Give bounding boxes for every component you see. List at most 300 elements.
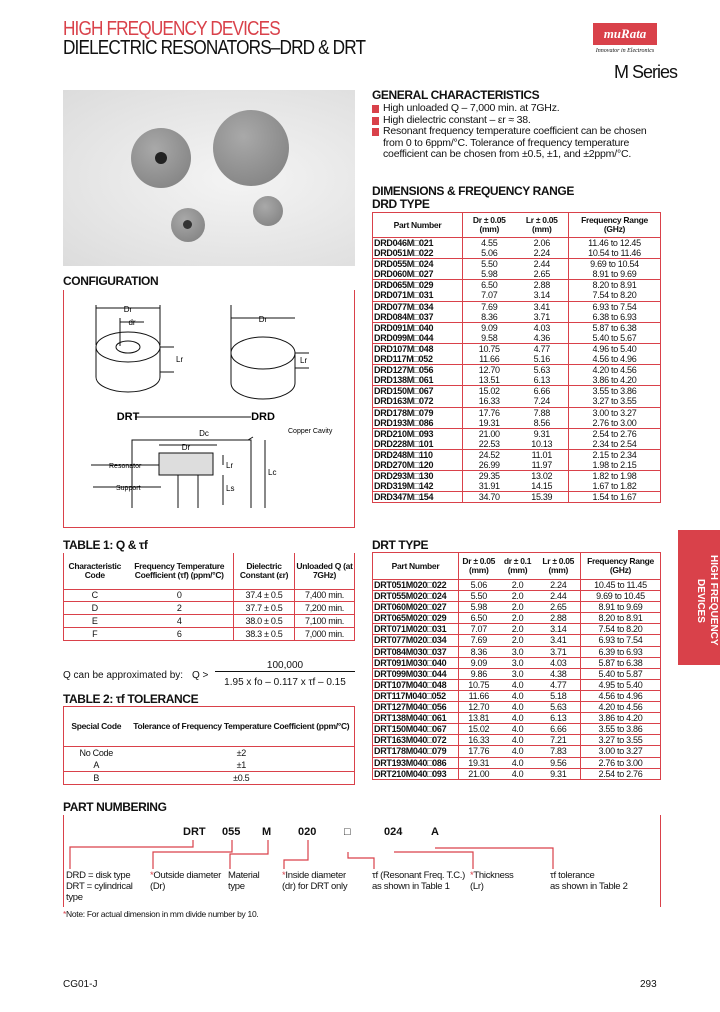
dims-heading: DIMENSIONS & FREQUENCY RANGE — [372, 184, 574, 198]
table-cell: 3.27 to 3.55 — [581, 735, 661, 746]
table-cell: 4.96 to 5.40 — [569, 343, 661, 354]
table-cell: 15.02 — [459, 724, 499, 735]
table-cell: 6.38 to 6.93 — [569, 312, 661, 323]
header-row — [64, 707, 355, 747]
dr-inner-label: dr — [128, 318, 136, 327]
drd-table — [372, 212, 661, 503]
table-cell: DRD051M□022 — [374, 248, 434, 259]
table-cell: 5.98 — [459, 602, 499, 613]
table-cell: 5.06 — [459, 580, 499, 591]
table-cell: DRD065M□029 — [373, 280, 463, 291]
dr-label: Dr — [123, 305, 133, 314]
table-row — [373, 407, 661, 418]
table-cell: DRD055M□024 — [373, 259, 463, 270]
table-row — [373, 386, 661, 397]
table-cell: DRD099M□044 — [374, 332, 434, 343]
general-item: Resonant frequency temperature coefficient can be chosen from 0 to 6ppm/°C. Tolerance of frequency temperature coefficient can be chosen from ±0.5, ±1, and ±2ppm/°C. — [372, 126, 662, 161]
table-cell: 4.95 to 5.40 — [581, 679, 661, 690]
table-cell: 13.51 — [463, 375, 516, 386]
table-cell: A — [93, 759, 100, 770]
table-cell: 2.0 — [499, 591, 537, 602]
table-cell: 3.14 — [533, 290, 550, 301]
general-item: High unloaded Q – 7,000 min. at 7GHz. — [372, 103, 662, 115]
table-cell: 5.87 to 6.38 — [581, 657, 661, 668]
table-cell: 7,200 min. — [295, 602, 355, 615]
table-cell: 2.54 to 2.76 — [581, 768, 661, 779]
table-row — [373, 290, 661, 301]
table-row — [373, 481, 661, 492]
murata-logo: muRata — [593, 23, 657, 45]
table-cell: 8.20 to 8.91 — [569, 280, 661, 291]
table-cell: 6.93 to 7.54 — [569, 301, 661, 312]
table-cell: 15.39 — [516, 492, 569, 503]
table-cell: 5.63 — [516, 365, 569, 376]
table-row — [373, 735, 661, 746]
table-cell: DRT071M020□031 — [373, 624, 459, 635]
drt-label: DRT — [116, 411, 140, 423]
table-cell: 8.56 — [533, 417, 550, 428]
table-row — [373, 259, 661, 270]
table-cell: DRT178M040□079 — [373, 746, 459, 757]
lr-label: Lr — [300, 356, 308, 365]
column-header: Frequency Temperature Coefficient (τf) (ppm/°C) — [134, 560, 225, 580]
table-cell: 2.88 — [516, 280, 569, 291]
part-code-segment: A — [431, 826, 439, 838]
table-cell: 5.18 — [537, 690, 581, 701]
table-cell: 2.88 — [537, 613, 581, 624]
table-row — [373, 702, 661, 713]
table-row — [373, 280, 661, 291]
general-heading: GENERAL CHARACTERISTICS — [372, 88, 540, 102]
column-header: Lr ± 0.05 (mm) — [542, 556, 575, 575]
asterisk-icon: * — [282, 870, 286, 881]
table-cell: 5.06 — [463, 248, 516, 259]
table-cell: 29.35 — [463, 471, 516, 482]
drd-heading: DRD TYPE — [372, 197, 430, 211]
drd-label: DRD — [251, 411, 275, 423]
table-cell: 11.01 — [516, 449, 569, 460]
table-cell: 4.56 to 4.96 — [569, 354, 661, 365]
table-cell: DRD293M□130 — [373, 471, 463, 482]
table-cell: 3.14 — [537, 624, 581, 635]
table-cell: 3.27 to 3.55 — [569, 396, 661, 407]
table-row — [64, 747, 355, 760]
table-cell: 34.70 — [463, 492, 516, 503]
column-header: Dielectric Constant (εr) — [234, 553, 295, 589]
table-cell: 2 — [126, 602, 234, 615]
table-cell: DRD127M□056 — [373, 365, 463, 376]
asterisk-icon: * — [150, 870, 154, 881]
table-cell: DRT210M040□093 — [373, 768, 459, 779]
table-row — [373, 418, 661, 429]
table-cell: 11.66 — [459, 690, 499, 701]
table-cell: 9.69 to 10.54 — [569, 259, 661, 270]
table-cell: 4.36 — [533, 332, 550, 343]
table-cell: 6.66 — [516, 386, 569, 397]
table-cell: 11.66 — [463, 354, 516, 365]
table-cell: DRT150M040□067 — [373, 724, 459, 735]
table-row — [373, 646, 661, 657]
table-cell: 16.33 — [459, 735, 499, 746]
table-cell: 11.46 to 12.45 — [569, 238, 661, 249]
table-cell: 4.0 — [499, 757, 537, 768]
table-cell: No Code — [64, 747, 129, 760]
table-cell: DRD193M□086 — [374, 417, 434, 428]
table-row — [64, 589, 355, 602]
table-cell: DRT055M020□024 — [373, 591, 459, 602]
table-cell: 4.0 — [499, 735, 537, 746]
table-cell: 31.91 — [463, 481, 516, 492]
table-cell: DRD071M□031 — [374, 290, 434, 301]
table-cell: 21.00 — [463, 428, 516, 439]
table1-heading: TABLE 1: Q & τf — [63, 538, 148, 552]
table-cell: 4.03 — [516, 322, 569, 333]
table-cell: D — [64, 602, 126, 615]
lc-label: Lc — [268, 468, 277, 477]
table-row — [373, 354, 661, 365]
table-cell: 4.77 — [537, 679, 581, 690]
table-row — [373, 580, 661, 591]
lr-label: Lr — [226, 461, 234, 470]
table-cell: 1.82 to 1.98 — [569, 471, 661, 482]
table-cell: DRD117M□052 — [374, 354, 433, 365]
table-row — [373, 396, 661, 407]
table-cell: 7.83 — [537, 746, 581, 757]
part-code-segment: 020 — [298, 826, 317, 838]
general-list — [372, 103, 662, 161]
drt-table — [372, 552, 661, 780]
table-row — [373, 591, 661, 602]
column-header: Lr ± 0.05 (mm) — [525, 215, 558, 234]
table-cell: 2.06 — [516, 238, 569, 249]
product-photo — [63, 90, 355, 266]
table-cell: ±1 — [236, 759, 246, 770]
table-cell: 6.50 — [459, 613, 499, 624]
part-code-label: τf tolerance as shown in Table 2 — [550, 870, 628, 892]
footer-code: CG01-J — [63, 979, 98, 990]
table-cell: 14.15 — [531, 481, 553, 492]
table-cell: 3.55 to 3.86 — [569, 386, 661, 397]
column-header: Dr ± 0.05 (mm) — [459, 553, 499, 580]
table-cell: DRT084M030□037 — [373, 646, 459, 657]
column-header: Tolerance of Frequency Temperature Coefficient (ppm/°C) — [133, 721, 350, 731]
partnum-leaders — [60, 840, 660, 870]
table-cell: 3.71 — [533, 311, 550, 322]
table-cell: 2.44 — [537, 591, 581, 602]
table-cell: 2.44 — [516, 259, 569, 270]
table-cell: 4.38 — [537, 668, 581, 679]
table-cell: 5.40 to 5.67 — [569, 333, 661, 344]
asterisk-icon: * — [470, 870, 474, 881]
table-cell: 17.76 — [459, 746, 499, 757]
part-code-segment: 024 — [384, 826, 403, 838]
table-cell: 7.07 — [463, 290, 516, 301]
table-cell: 9.69 to 10.45 — [581, 591, 661, 602]
table-cell: ±0.5 — [129, 772, 355, 785]
table-cell: 4.0 — [499, 713, 537, 724]
category-title: HIGH FREQUENCY DEVICES — [63, 18, 280, 40]
table-cell: 2.0 — [499, 624, 537, 635]
table-cell: DRD091M□040 — [373, 322, 463, 333]
table-cell: 1.98 to 2.15 — [569, 460, 661, 471]
table-row — [373, 333, 661, 344]
table-cell: 10.45 to 11.45 — [581, 580, 661, 591]
column-header: Special Code — [71, 721, 122, 731]
part-code-label: DRD = disk type DRT = cylindrical type — [66, 870, 133, 903]
table-cell: 3.41 — [516, 301, 569, 312]
table-cell: DRD060M□027 — [374, 269, 434, 280]
table-row — [373, 613, 661, 624]
table-cell: 38.3 ± 0.5 — [234, 627, 295, 640]
table-cell: 3.41 — [537, 635, 581, 646]
table-cell: 2.76 to 3.00 — [581, 757, 661, 768]
table-row — [64, 759, 355, 772]
formula-label: Q can be approximated by: — [63, 670, 184, 681]
table-row — [64, 627, 355, 640]
table-cell: DRD046M□021 — [373, 238, 463, 249]
table-cell: 2.0 — [499, 635, 537, 646]
column-header: Part Number — [391, 560, 440, 571]
table-cell: DRT107M040□048 — [373, 679, 459, 690]
table-cell: 4.03 — [537, 657, 581, 668]
dc-label: Dc — [199, 429, 209, 438]
table-cell: DRT077M020□034 — [373, 635, 459, 646]
table-cell: 7.69 — [463, 301, 516, 312]
table-cell: 4.0 — [499, 679, 537, 690]
table-row — [373, 460, 661, 471]
part-code-segment: □ — [344, 826, 351, 838]
table-cell: 6.39 to 6.93 — [581, 646, 661, 657]
table-row — [373, 746, 661, 757]
table-cell: 15.02 — [463, 386, 516, 397]
table-cell: 7.24 — [533, 396, 550, 407]
part-code-label: Inside diameter (dr) for DRT only — [282, 870, 348, 892]
table-cell: 5.50 — [463, 259, 516, 270]
column-header: Part Number — [393, 219, 442, 230]
dr-label: Dr — [181, 443, 191, 452]
table-cell: 12.70 — [459, 702, 499, 713]
table-row — [64, 602, 355, 615]
table-cell: C — [64, 589, 126, 602]
ls-label: Ls — [226, 484, 235, 493]
series-label: M Series — [614, 62, 678, 82]
table-cell: DRT117M040□052 — [373, 690, 459, 701]
table-cell: E — [64, 615, 126, 628]
table-row — [373, 635, 661, 646]
table-cell: 5.98 — [463, 269, 516, 280]
header-row — [64, 553, 355, 589]
side-tab[interactable]: HIGH FREQUENCY DEVICES — [678, 530, 720, 665]
table-cell: DRT065M020□029 — [373, 613, 459, 624]
table-cell: 6.66 — [537, 724, 581, 735]
table-cell: 9.09 — [459, 657, 499, 668]
table-cell: DRT138M040□061 — [373, 713, 459, 724]
table-cell: 4.0 — [499, 724, 537, 735]
table-cell: 6.13 — [537, 713, 581, 724]
resonator-puck — [171, 208, 205, 242]
table-cell: 2.76 to 3.00 — [569, 418, 661, 429]
table-cell: 7,100 min. — [295, 615, 355, 628]
table-cell: 9.86 — [459, 668, 499, 679]
table-cell: 4.56 to 4.96 — [581, 690, 661, 701]
table-cell: 24.52 — [463, 449, 516, 460]
table-cell: 2.34 to 2.54 — [569, 439, 661, 450]
config-heading: CONFIGURATION — [63, 274, 159, 288]
table-cell: 7,400 min. — [295, 589, 355, 602]
table-cell: 1.67 to 1.82 — [569, 481, 661, 492]
table-cell: 5.87 to 6.38 — [569, 322, 661, 333]
table-cell: 16.33 — [463, 396, 516, 407]
table-row — [373, 624, 661, 635]
table-cell: 3.0 — [499, 657, 537, 668]
table-cell: B — [64, 772, 129, 785]
table-cell: 3.0 — [499, 646, 537, 657]
table-cell: 2.0 — [499, 580, 537, 591]
table-row — [373, 428, 661, 439]
table-cell: DRD178M□079 — [373, 407, 463, 418]
dr-label: Dr — [258, 315, 268, 324]
table2 — [63, 706, 355, 785]
formula-lhs: Q > — [192, 670, 209, 681]
column-header: Characteristic Code — [68, 560, 121, 580]
table1 — [63, 553, 355, 641]
table-cell: 5.16 — [533, 354, 550, 365]
table-row — [373, 657, 661, 668]
table-cell: 7.69 — [459, 635, 499, 646]
table-cell: 19.31 — [459, 757, 499, 768]
table-cell: 6.93 to 7.54 — [581, 635, 661, 646]
table-cell: 3.00 to 3.27 — [581, 746, 661, 757]
table-cell: 9.09 — [463, 322, 516, 333]
table-cell: 4.20 to 4.56 — [569, 365, 661, 376]
table-row — [373, 668, 661, 679]
table-row — [373, 492, 661, 503]
table-cell: 21.00 — [459, 768, 499, 779]
table-cell: 0 — [126, 589, 234, 602]
table-row — [373, 471, 661, 482]
header-row — [373, 553, 661, 580]
table-cell: 9.56 — [537, 757, 581, 768]
table-cell: 19.31 — [463, 418, 516, 429]
table-cell: DRD077M□034 — [373, 301, 463, 312]
table-row — [373, 343, 661, 354]
table-cell: 7.54 to 8.20 — [581, 624, 661, 635]
table-row — [64, 615, 355, 628]
resonator-puck — [131, 128, 191, 188]
table-cell: 3.00 to 3.27 — [569, 407, 661, 418]
table2-heading: TABLE 2: τf TOLERANCE — [63, 692, 199, 706]
lr-label: Lr — [176, 355, 184, 364]
table-cell: 2.65 — [533, 269, 550, 280]
table-cell: 4.0 — [499, 690, 537, 701]
table-cell: 4.77 — [516, 343, 569, 354]
table-cell: DRD347M□154 — [373, 492, 463, 503]
resonator-puck — [253, 196, 283, 226]
table-cell: 4.20 to 4.56 — [581, 702, 661, 713]
table-cell: 22.53 — [463, 439, 516, 450]
part-code-label: τf (Resonant Freq. T.C.) as shown in Table 1 — [372, 870, 465, 892]
table-cell: 10.13 — [531, 438, 553, 449]
table-cell: 6 — [126, 627, 234, 640]
table-row — [64, 772, 355, 785]
table-row — [373, 238, 661, 249]
table-cell: 2.15 to 2.34 — [569, 449, 661, 460]
table-cell: 5.50 — [459, 591, 499, 602]
table-row — [373, 679, 661, 690]
table-cell: DRD138M□061 — [374, 375, 434, 386]
table-cell: 26.99 — [463, 460, 516, 471]
table-row — [373, 690, 661, 701]
table-cell: 4.0 — [499, 768, 537, 779]
formula-denominator: 1.95 x fo – 0.117 x τf – 0.15 — [224, 677, 346, 688]
table-cell: 6.50 — [463, 280, 516, 291]
support-label: Support — [116, 485, 141, 492]
table-cell: 9.31 — [516, 428, 569, 439]
table-cell: 7,000 min. — [295, 627, 355, 640]
table-row — [373, 768, 661, 779]
copper-cavity-label: Copper Cavity — [288, 428, 333, 435]
table-cell: 9.58 — [463, 333, 516, 344]
table-cell: DRD107M□048 — [373, 343, 463, 354]
table-cell: 2.0 — [499, 613, 537, 624]
table-cell: F — [64, 627, 126, 640]
table-cell: 3.0 — [499, 668, 537, 679]
table-cell: 8.20 to 8.91 — [581, 613, 661, 624]
table-cell: DRD228M□101 — [374, 438, 434, 449]
part-code-segment: 055 — [222, 826, 241, 838]
table-cell: DRD270M□120 — [374, 459, 434, 470]
table-cell: 7.88 — [516, 407, 569, 418]
table-cell: 12.70 — [463, 365, 516, 376]
table-row — [373, 375, 661, 386]
page-title: DIELECTRIC RESONATORS–DRD & DRT — [63, 37, 366, 59]
partnum-note: Note: For actual dimension in mm divide number by 10. — [66, 909, 259, 919]
table-cell: 11.97 — [531, 459, 552, 470]
table-cell: 5.40 to 5.87 — [581, 668, 661, 679]
table-cell: 2.65 — [537, 602, 581, 613]
part-code-label: Material type — [228, 870, 260, 892]
table-cell: 8.36 — [463, 312, 516, 323]
table-cell: DRT099M030□044 — [373, 668, 459, 679]
column-header: dr ± 0.1 (mm) — [503, 556, 532, 575]
table-row — [373, 439, 661, 450]
header-row — [373, 213, 661, 238]
table-cell: DRT091M030□040 — [373, 657, 459, 668]
table-row — [373, 365, 661, 376]
table-row — [373, 248, 661, 259]
table-cell: DRT060M020□027 — [373, 602, 459, 613]
table-cell: 6.13 — [533, 375, 550, 386]
table-cell: DRT163M040□072 — [373, 735, 459, 746]
column-header: Unloaded Q (at 7GHz) — [295, 553, 355, 589]
table-cell: 2.24 — [537, 580, 581, 591]
column-header: Dr ± 0.05 (mm) — [463, 213, 516, 238]
table-cell: 3.55 to 3.86 — [581, 724, 661, 735]
column-header: Frequency Range (GHz) — [569, 213, 661, 238]
table-row — [373, 449, 661, 460]
table-cell: 9.31 — [537, 768, 581, 779]
table-cell: 37.7 ± 0.5 — [234, 602, 295, 615]
table-cell: DRD163M□072 — [374, 396, 434, 407]
table-cell: 17.76 — [463, 407, 516, 418]
table-cell: 7.07 — [459, 624, 499, 635]
table-cell: DRT193M040□086 — [373, 757, 459, 768]
part-code-label: Outside diameter (Dr) — [150, 870, 221, 892]
part-code-segment: DRT — [183, 826, 206, 838]
table-cell: 10.54 to 11.46 — [569, 248, 661, 259]
part-code-segment: M — [262, 826, 272, 838]
table-row — [373, 312, 661, 323]
